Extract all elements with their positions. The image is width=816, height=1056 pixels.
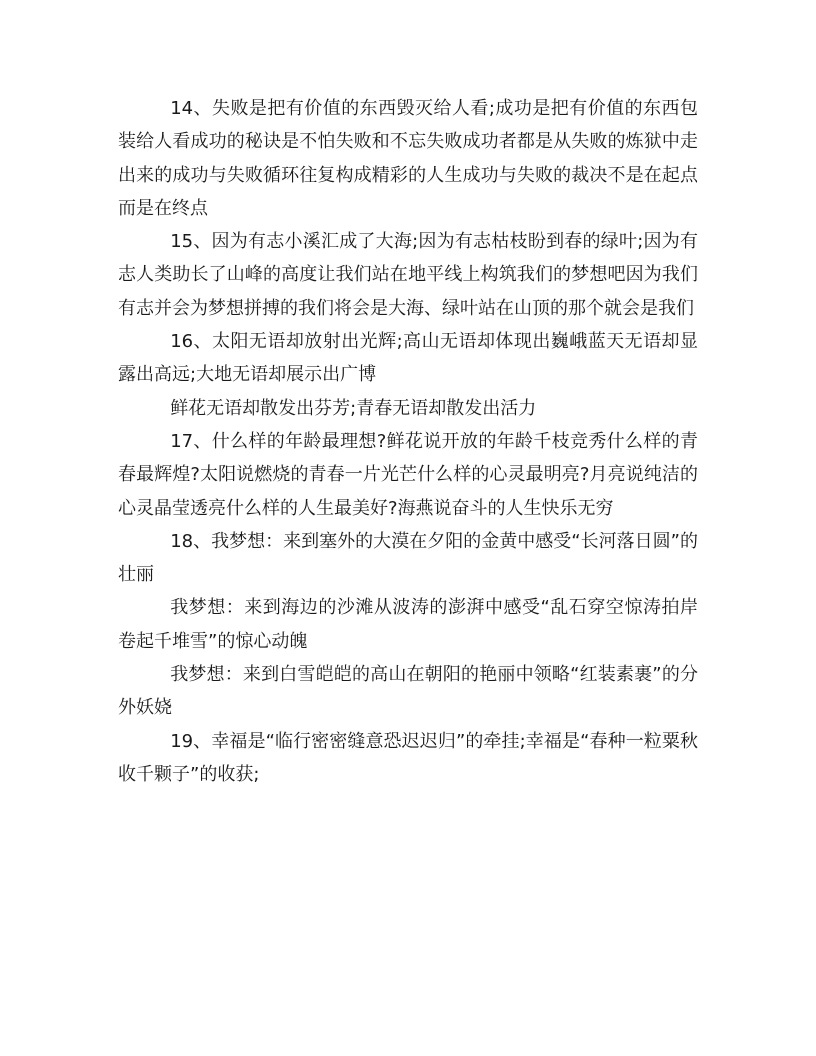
paragraph-16-continued: 鲜花无语却散发出芬芳;青春无语却散发出活力 [170, 397, 537, 419]
document-body [118, 92, 698, 791]
paragraph-16: 16、太阳无语却放射出光辉;高山无语却体现出巍峨蓝天无语却显露出高远;大地无语却展示出广博 [118, 331, 698, 386]
paragraph-17: 17、什么样的年龄最理想?鲜花说开放的年龄千枝竞秀什么样的青春最辉煌?太阳说燃烧的青春一片光芒什么样的心灵最明亮?月亮说纯洁的心灵晶莹透亮什么样的人生最美好?海燕说奋斗的人生快乐无穷 [118, 430, 698, 519]
paragraph-18-second: 我梦想：来到海边的沙滩从波涛的澎湃中感受“乱石穿空惊涛拍岸卷起千堆雪”的惊心动魄 [118, 597, 698, 652]
paragraph-18-third: 我梦想：来到白雪皑皑的高山在朝阳的艳丽中领略“红装素裹”的分外妖娆 [118, 664, 698, 719]
paragraph-15: 15、因为有志小溪汇成了大海;因为有志枯枝盼到春的绿叶;因为有志人类助长了山峰的高度让我们站在地平线上构筑我们的梦想吧因为我们有志并会为梦想拼搏的我们将会是大海、绿叶站在山顶的那个就会是我们 [118, 231, 698, 319]
paragraph-14: 14、失败是把有价值的东西毁灭给人看;成功是把有价值的东西包装给人看成功的秘诀是不怕失败和不忘失败成功者都是从失败的炼狱中走出来的成功与失败循环往复构成精彩的人生成功与失败的裁决不是在起点而是在终点 [118, 98, 698, 219]
paragraph-19: 19、幸福是“临行密密缝意恐迟迟归”的牵挂;幸福是“春种一粒粟秋收千颗子”的收获; [118, 730, 698, 785]
paragraph-18: 18、我梦想：来到塞外的大漠在夕阳的金黄中感受“长河落日圆”的壮丽 [118, 530, 698, 586]
